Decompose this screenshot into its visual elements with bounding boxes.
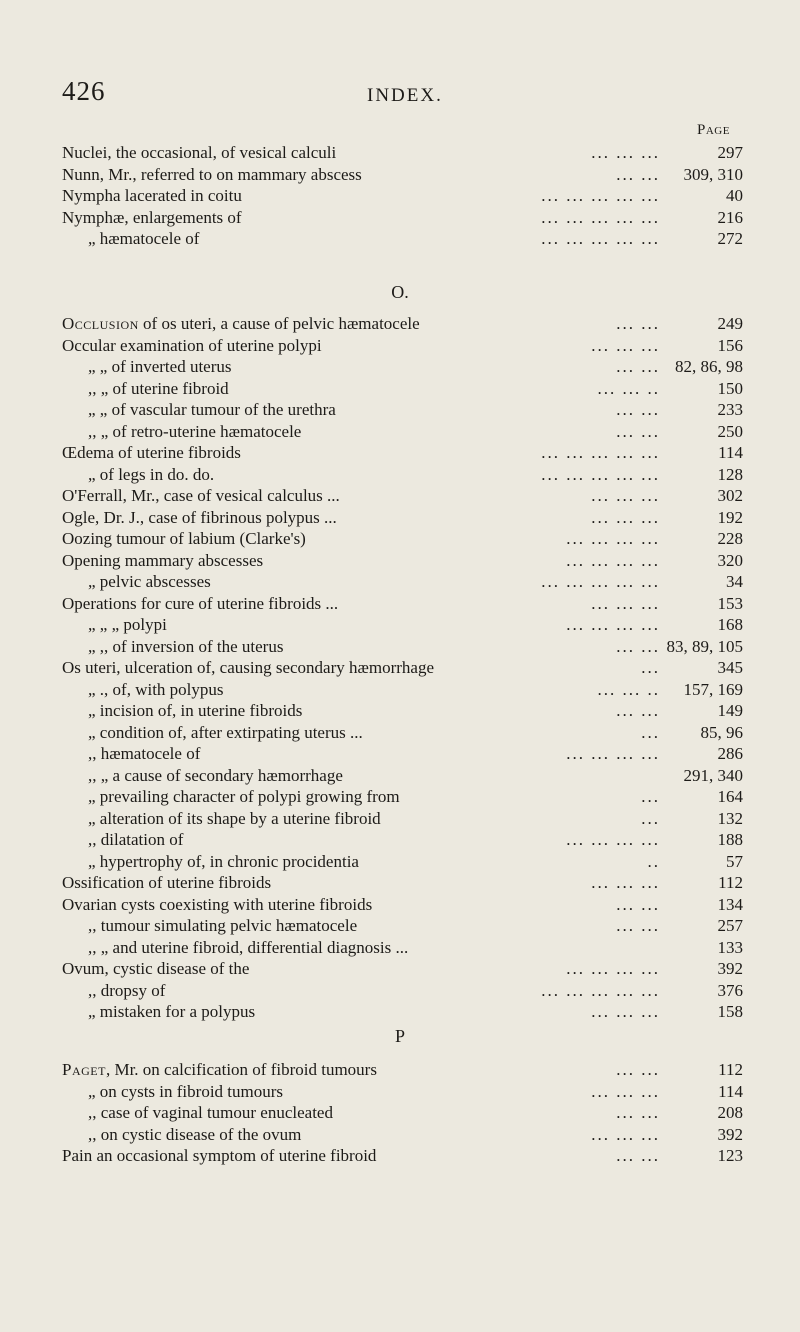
index-entry <box>0 528 800 550</box>
index-entry <box>0 958 800 980</box>
entry-page-ref: 392 <box>717 959 743 978</box>
entry-page-ref: 82, 86, 98 <box>675 357 743 376</box>
leader-dots: ... <box>641 808 660 828</box>
entry-label: „ mistaken for a polypus <box>88 1002 256 1021</box>
entry-page-ref: 228 <box>717 529 743 548</box>
entry-text <box>88 636 283 658</box>
entry-page-ref: 34 <box>726 572 743 591</box>
entry-text <box>62 657 434 679</box>
page-column-heading: Page <box>697 122 730 138</box>
entry-page-ref: 376 <box>717 980 743 1000</box>
entry-label: ,, „ a cause of secondary hæmorrhage <box>88 765 343 785</box>
leader-dots: ... ... <box>616 164 660 184</box>
entry-text <box>88 356 232 378</box>
entry-text <box>62 958 249 980</box>
index-entry <box>0 657 800 679</box>
index-entry <box>0 164 800 186</box>
leader-dots: ... ... .. <box>597 679 660 699</box>
entry-label: , Mr. on calcification of fibroid tumours <box>105 1060 377 1079</box>
entry-text <box>88 1001 255 1023</box>
leader-dots: ... ... ... ... ... <box>541 207 660 227</box>
index-entry <box>0 851 800 873</box>
entry-text <box>62 550 263 572</box>
leader-dots: ... ... <box>616 314 660 333</box>
entry-label: ,, dilatation of <box>88 830 184 849</box>
leader-dots: ... ... <box>616 894 660 914</box>
index-entry <box>0 399 800 421</box>
leader-dots: ... ... ... <box>591 1081 660 1101</box>
index-entry <box>0 1124 800 1146</box>
entry-page-ref: 123 <box>717 1146 743 1165</box>
entry-text <box>88 722 363 744</box>
leader-dots: ... ... <box>616 636 660 656</box>
entry-page-ref: 158 <box>717 1002 743 1021</box>
index-entry <box>0 808 800 830</box>
entry-label: „ alteration of its shape by a uterine fibroid <box>88 808 381 828</box>
leader-dots: ... ... <box>616 400 660 419</box>
entry-heading-word: Paget <box>62 1060 106 1079</box>
leader-dots: ... ... ... ... <box>566 959 660 978</box>
leader-dots: ... ... ... ... <box>566 550 660 570</box>
page-number: 426 <box>62 76 106 106</box>
index-entry <box>0 1059 800 1081</box>
entry-label: Opening mammary abscesses <box>62 550 264 570</box>
entry-label: „ on cysts in fibroid tumours <box>88 1081 284 1101</box>
entry-label: „ „ „ polypi <box>88 615 167 634</box>
index-entry <box>0 185 800 207</box>
leader-dots: ... ... ... ... ... <box>541 464 660 484</box>
entry-label: „ „ of vascular tumour of the urethra <box>88 400 336 419</box>
index-entry <box>0 872 800 894</box>
index-entry <box>0 464 800 486</box>
entry-text <box>88 851 359 873</box>
leader-dots: ... ... ... ... ... <box>541 572 660 591</box>
entry-label: Oozing tumour of labium (Clarke's) <box>62 529 306 548</box>
entry-page-ref: 40 <box>726 186 743 205</box>
entry-page-ref: 302 <box>717 486 743 505</box>
entry-text <box>88 421 301 443</box>
entry-label: „ hæmatocele of <box>88 229 200 248</box>
index-entry <box>0 593 800 615</box>
entry-text <box>88 571 211 593</box>
leader-dots: ... ... ... <box>591 1002 660 1021</box>
index-entry <box>0 356 800 378</box>
leader-dots: ... <box>641 722 660 742</box>
entry-page-ref: 114 <box>718 443 743 462</box>
leader-dots: ... ... ... <box>591 335 660 355</box>
entry-label: Nympha lacerated in coitu <box>62 186 242 205</box>
index-entry <box>0 636 800 658</box>
index-entry <box>0 679 800 701</box>
index-entry <box>0 980 800 1002</box>
index-entry <box>0 313 800 335</box>
entry-page-ref: 309, 310 <box>683 164 743 184</box>
entry-text <box>62 313 420 335</box>
entry-label: Nuclei, the occasional, of vesical calculi <box>62 143 337 162</box>
entry-label: „ of legs in do. do. <box>88 464 215 484</box>
entry-page-ref: 272 <box>717 229 743 248</box>
leader-dots: ... ... <box>616 701 660 720</box>
index-entry <box>0 485 800 507</box>
entry-label: „ „ of inverted uterus <box>88 357 232 376</box>
leader-dots: ... ... <box>616 357 660 376</box>
entry-page-ref: 153 <box>717 593 743 613</box>
entry-label: „ ., of, with polypus <box>88 679 224 699</box>
entry-text <box>88 829 183 851</box>
entry-text <box>88 937 408 959</box>
index-entry <box>0 207 800 229</box>
entry-page-ref: 250 <box>717 421 743 441</box>
entry-text <box>88 228 199 250</box>
index-entry <box>0 700 800 722</box>
entry-page-ref: 83, 89, 105 <box>666 636 743 656</box>
leader-dots: ... ... <box>616 1060 660 1079</box>
entry-label: „ prevailing character of polypi growing from <box>88 787 400 806</box>
entry-text <box>62 593 338 615</box>
entry-label: „ condition of, after extirpating uterus ... <box>88 722 363 742</box>
entry-text <box>62 1059 377 1081</box>
leader-dots: ... ... ... ... <box>566 830 660 849</box>
entry-text <box>88 679 224 701</box>
entry-page-ref: 57 <box>726 851 743 871</box>
entry-text <box>88 980 165 1002</box>
index-entry <box>0 571 800 593</box>
entry-text <box>88 614 167 636</box>
entry-page-ref: 132 <box>717 808 743 828</box>
entry-label: ,, tumour simulating pelvic hæmatocele <box>88 916 358 935</box>
entry-text <box>62 335 322 357</box>
entry-page-ref: 112 <box>718 873 743 892</box>
entry-label: ,, „ of retro-uterine hæmatocele <box>88 421 302 441</box>
leader-dots: ... ... ... <box>591 143 660 162</box>
entry-page-ref: 149 <box>717 701 743 720</box>
index-entry <box>0 1102 800 1124</box>
entry-label: Ovarian cysts coexisting with uterine fibroids <box>62 894 373 914</box>
entry-text <box>62 872 271 894</box>
entry-text <box>88 1102 333 1124</box>
index-entry <box>0 335 800 357</box>
entry-label: Ogle, Dr. J., case of fibrinous polypus ... <box>62 507 337 527</box>
leader-dots: ... ... <box>616 1146 660 1165</box>
entry-page-ref: 164 <box>717 787 743 806</box>
entry-text <box>88 765 343 787</box>
entry-page-ref: 192 <box>717 507 743 527</box>
index-entry <box>0 442 800 464</box>
entry-page-ref: 233 <box>717 400 743 419</box>
entry-page-ref: 216 <box>717 207 743 227</box>
entry-page-ref: 208 <box>717 1103 743 1122</box>
leader-dots: ... ... .. <box>597 378 660 398</box>
leader-dots: ... <box>641 658 660 677</box>
leader-dots: ... ... ... ... ... <box>541 443 660 462</box>
entry-page-ref: 150 <box>717 378 743 398</box>
index-entry <box>0 722 800 744</box>
index-entry <box>0 1081 800 1103</box>
index-entry <box>0 894 800 916</box>
entry-label: Pain an occasional symptom of uterine fibroid <box>62 1146 377 1165</box>
entry-label: „ pelvic abscesses <box>88 572 211 591</box>
entry-heading-word: Occlusion <box>62 314 139 333</box>
entry-text <box>62 207 242 229</box>
entry-text <box>88 915 357 937</box>
leader-dots: ... ... ... ... ... <box>541 229 660 248</box>
entry-label: ,, „ of uterine fibroid <box>88 378 229 398</box>
index-entry <box>0 743 800 765</box>
entry-text <box>62 528 306 550</box>
section-letter-o: O. <box>391 282 409 302</box>
entry-label: ,, on cystic disease of the ovum <box>88 1124 302 1144</box>
entry-label: „ incision of, in uterine fibroids <box>88 701 303 720</box>
entry-label: of os uteri, a cause of pelvic hæmatocele <box>138 314 420 333</box>
entry-page-ref: 112 <box>718 1060 743 1079</box>
index-entry <box>0 614 800 636</box>
entry-label: Operations for cure of uterine fibroids ... <box>62 593 339 613</box>
page-title: INDEX. <box>367 85 443 106</box>
entry-text <box>88 399 336 421</box>
entry-page-ref: 157, 169 <box>683 679 743 699</box>
leader-dots: ... ... ... <box>591 1124 660 1144</box>
entry-label: ,, case of vaginal tumour enucleated <box>88 1103 333 1122</box>
entry-text <box>88 700 302 722</box>
index-entry <box>0 228 800 250</box>
entry-text <box>88 743 200 765</box>
leader-dots: ... <box>641 787 660 806</box>
entry-text <box>88 786 400 808</box>
index-entry <box>0 1001 800 1023</box>
entry-label: Nymphæ, enlargements of <box>62 207 242 227</box>
entry-text <box>88 808 381 830</box>
entry-text <box>62 894 372 916</box>
entry-label: „ hypertrophy of, in chronic procidentia <box>88 851 359 871</box>
entry-page-ref: 128 <box>717 464 743 484</box>
entry-text <box>62 507 337 529</box>
entry-label: Ovum, cystic disease of the <box>62 959 250 978</box>
section-letter-p: P <box>394 1026 405 1046</box>
index-section-o <box>0 313 800 1023</box>
entry-label: ,, dropsy of <box>88 980 166 1000</box>
entry-page-ref: 133 <box>717 937 743 957</box>
entry-label: Occular examination of uterine polypi <box>62 335 322 355</box>
entry-text <box>62 485 340 507</box>
entry-page-ref: 188 <box>717 830 743 849</box>
index-entry <box>0 421 800 443</box>
leader-dots: ... ... ... <box>591 507 660 527</box>
leader-dots: ... ... ... <box>591 593 660 613</box>
entry-label: ,, „ and uterine fibroid, differential diagnosis ... <box>88 937 409 957</box>
entry-label: Os uteri, ulceration of, causing secondary hæmorrhage <box>62 658 434 677</box>
entry-page-ref: 345 <box>717 658 743 677</box>
entry-page-ref: 249 <box>717 314 743 333</box>
entry-page-ref: 320 <box>717 550 743 570</box>
leader-dots: ... ... ... ... <box>566 529 660 548</box>
leader-dots: ... ... <box>616 1103 660 1122</box>
index-entry <box>0 142 800 164</box>
entry-page-ref: 286 <box>717 744 743 763</box>
entry-text <box>62 1145 376 1167</box>
entry-page-ref: 291, 340 <box>683 765 743 785</box>
entry-page-ref: 85, 96 <box>700 722 743 742</box>
leader-dots: ... ... ... ... <box>566 615 660 634</box>
leader-dots: ... ... ... <box>591 486 660 505</box>
leader-dots: ... ... ... ... ... <box>541 980 660 1000</box>
index-entry <box>0 507 800 529</box>
index-section-n <box>0 142 800 250</box>
leader-dots: ... ... <box>616 916 660 935</box>
entry-label: Nunn, Mr., referred to on mammary abscess <box>62 164 362 184</box>
entry-label: Ossification of uterine fibroids <box>62 873 272 892</box>
entry-page-ref: 114 <box>718 1081 743 1101</box>
index-entry <box>0 378 800 400</box>
entry-text <box>62 164 362 186</box>
entry-page-ref: 297 <box>717 143 743 162</box>
entry-page-ref: 392 <box>717 1124 743 1144</box>
index-entry <box>0 1145 800 1167</box>
entry-text <box>62 142 336 164</box>
leader-dots: ... ... ... ... ... <box>541 186 660 205</box>
entry-text <box>62 442 241 464</box>
entry-text <box>88 1081 283 1103</box>
index-entry <box>0 915 800 937</box>
leader-dots: ... ... ... <box>591 873 660 892</box>
entry-page-ref: 134 <box>717 894 743 914</box>
index-entry <box>0 937 800 959</box>
index-entry <box>0 829 800 851</box>
entry-label: Œdema of uterine fibroids <box>62 443 241 462</box>
index-entry <box>0 765 800 787</box>
entry-page-ref: 257 <box>717 916 743 935</box>
leader-dots: .. <box>647 851 660 871</box>
entry-text <box>88 464 214 486</box>
leader-dots: ... ... ... ... <box>566 744 660 763</box>
index-entry <box>0 550 800 572</box>
entry-label: O'Ferrall, Mr., case of vesical calculus ... <box>62 486 340 505</box>
entry-text <box>88 378 229 400</box>
entry-label: ,, hæmatocele of <box>88 744 201 763</box>
entry-label: „ ,, of inversion of the uterus <box>88 636 284 656</box>
entry-page-ref: 168 <box>717 615 743 634</box>
entry-text <box>62 185 242 207</box>
entry-text <box>88 1124 301 1146</box>
index-section-p <box>0 1059 800 1167</box>
leader-dots: ... ... <box>616 421 660 441</box>
index-entry <box>0 786 800 808</box>
entry-page-ref: 156 <box>717 335 743 355</box>
